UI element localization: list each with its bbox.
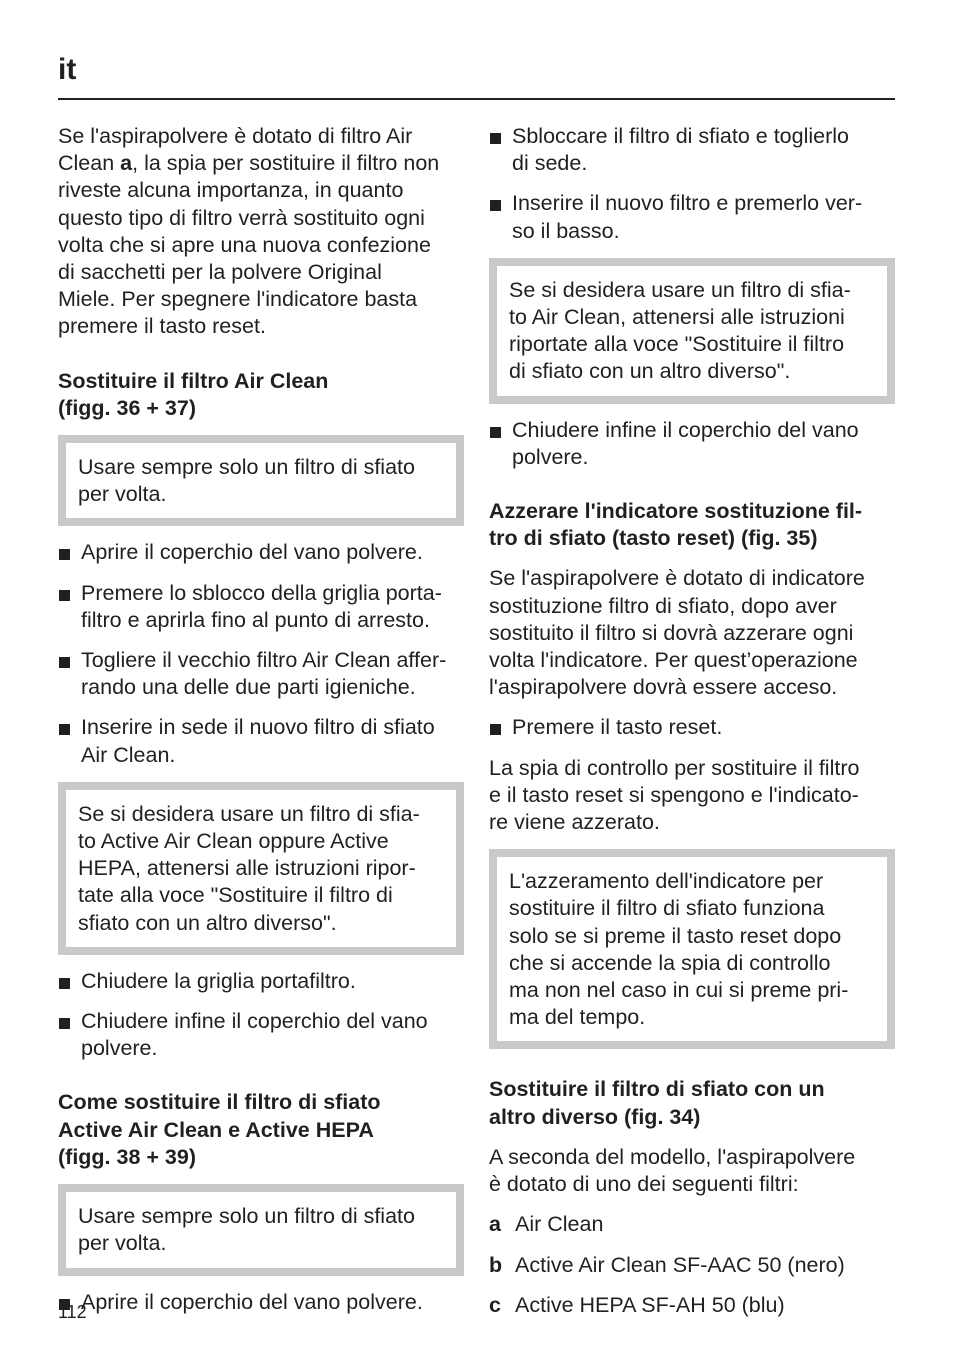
- figure-label: a: [120, 151, 133, 176]
- heading-line: (figg. 38 + 39): [58, 1144, 196, 1169]
- text-line: volta l'indicatore. Per quest’operazione: [489, 648, 858, 673]
- bullet-square-icon: [490, 133, 501, 144]
- text-line: re viene azzerato.: [489, 810, 660, 835]
- section-heading-active-filters: [58, 1089, 464, 1171]
- note-line: per volta.: [78, 482, 167, 507]
- language-marker: it: [58, 53, 77, 86]
- list-item: [489, 190, 895, 244]
- text-line: di sede.: [512, 151, 588, 176]
- option-label: a: [489, 1212, 501, 1237]
- bullet-square-icon: [59, 549, 70, 560]
- note-box: [489, 258, 895, 404]
- option-label: b: [489, 1252, 503, 1277]
- note-line: Se si desidera usare un filtro di sfia-: [78, 801, 420, 826]
- option-label: c: [489, 1292, 501, 1317]
- text-line: premere il tasto reset.: [58, 314, 266, 339]
- right-column: [489, 123, 895, 1332]
- note-line: Usare sempre solo un filtro di sfiato: [78, 455, 415, 480]
- note-line: ma del tempo.: [509, 1005, 646, 1030]
- list-item: [58, 714, 464, 768]
- section-heading-other-filter: [489, 1076, 895, 1130]
- note-line: Usare sempre solo un filtro di sfiato: [78, 1204, 415, 1229]
- text-line: so il basso.: [512, 218, 620, 243]
- filters-intro-paragraph: [489, 1144, 895, 1198]
- list-item: [489, 714, 895, 741]
- text-line: e il tasto reset si spengono e l'indicato-: [489, 782, 859, 807]
- filter-option-a: [489, 1211, 895, 1238]
- text-line: Premere il tasto reset.: [512, 715, 723, 740]
- note-line: riportate alla voce "Sostituire il filtro: [509, 332, 845, 357]
- bullet-square-icon: [490, 427, 501, 438]
- heading-line: Come sostituire il filtro di sfiato: [58, 1090, 381, 1115]
- text-line: di sacchetti per la polvere Original: [58, 260, 382, 285]
- text-line: Chiudere infine il coperchio del vano: [81, 1009, 428, 1034]
- bullet-square-icon: [59, 590, 70, 601]
- text-line: Se l'aspirapolvere è dotato di filtro Air: [58, 124, 413, 148]
- heading-line: Sostituire il filtro Air Clean: [58, 368, 329, 393]
- bullet-square-icon: [59, 657, 70, 668]
- bullet-square-icon: [59, 724, 70, 735]
- text-line: polvere.: [81, 1036, 158, 1061]
- text-line: Aprire il coperchio del vano polvere.: [81, 540, 423, 565]
- note-box: [489, 849, 895, 1049]
- text-line: filtro e aprirla fino al punto di arresto.: [81, 607, 430, 632]
- text-line: La spia di controllo per sostituire il filtro: [489, 755, 860, 780]
- text-line: riveste alcuna importanza, in quanto: [58, 178, 404, 203]
- text-line: Aprire il coperchio del vano polvere.: [81, 1289, 423, 1314]
- page-number: 112: [58, 1302, 87, 1322]
- text-line: Togliere il vecchio filtro Air Clean affer-: [81, 648, 447, 673]
- note-box: [58, 782, 464, 955]
- note-line: HEPA, attenersi alle istruzioni ripor-: [78, 856, 416, 881]
- text-line: sostituzione filtro di sfiato, dopo aver: [489, 593, 837, 618]
- bullet-square-icon: [490, 200, 501, 211]
- list-item: [58, 1008, 464, 1062]
- text-line: l'aspirapolvere dovrà essere acceso.: [489, 675, 838, 700]
- text-line: Se l'aspirapolvere è dotato di indicatore: [489, 566, 865, 591]
- reset-paragraph: [489, 565, 895, 701]
- text-line: Sbloccare il filtro di sfiato e toglierlo: [512, 124, 849, 148]
- bullet-square-icon: [490, 724, 501, 735]
- note-line: solo se si preme il tasto reset dopo: [509, 923, 842, 948]
- note-box: [58, 435, 464, 526]
- bullet-square-icon: [59, 1018, 70, 1029]
- heading-line: tro di sfiato (tasto reset) (fig. 35): [489, 526, 818, 551]
- note-line: to Active Air Clean oppure Active: [78, 829, 389, 854]
- note-line: ma non nel caso in cui si preme pri-: [509, 978, 849, 1003]
- list-item: [58, 1289, 464, 1316]
- text-line: volta che si apre una nuova confezione: [58, 232, 431, 257]
- note-box: [58, 1184, 464, 1275]
- note-line: di sfiato con un altro diverso".: [509, 359, 791, 384]
- text-line: Air Clean.: [81, 742, 176, 767]
- filter-option-c: [489, 1292, 895, 1319]
- note-line: to Air Clean, attenersi alle istruzioni: [509, 305, 845, 330]
- list-item: [58, 968, 464, 995]
- text-line: , la spia per sostituire il filtro non: [132, 151, 440, 176]
- heading-line: altro diverso (fig. 34): [489, 1104, 701, 1129]
- header-rule: [58, 98, 895, 100]
- result-paragraph: [489, 755, 895, 837]
- text-line: Chiudere infine il coperchio del vano: [512, 417, 859, 442]
- note-line: che si accende la spia di controllo: [509, 950, 831, 975]
- note-line: Se si desidera usare un filtro di sfia-: [509, 277, 851, 302]
- text-line: questo tipo di filtro verrà sostituito ogni: [58, 205, 425, 230]
- left-column: [58, 123, 464, 1329]
- option-text: Active Air Clean SF-AAC 50 (nero): [515, 1252, 845, 1277]
- section-heading-air-clean: [58, 368, 464, 422]
- text-line: Miele. Per spegnere l'indicatore basta: [58, 287, 418, 312]
- heading-line: Sostituire il filtro di sfiato con un: [489, 1077, 825, 1102]
- text-line: sostituito il filtro si dovrà azzerare ogni: [489, 620, 854, 645]
- text-line: polvere.: [512, 444, 589, 469]
- bullet-square-icon: [59, 978, 70, 989]
- list-item: [489, 123, 895, 177]
- option-text: Active HEPA SF-AH 50 (blu): [515, 1292, 785, 1317]
- list-item: [58, 539, 464, 566]
- text-line: Premere lo sblocco della griglia porta-: [81, 580, 442, 605]
- option-text: Air Clean: [515, 1212, 604, 1237]
- list-item: [58, 647, 464, 701]
- text-line: è dotato di uno dei seguenti filtri:: [489, 1172, 799, 1197]
- text-line: Chiudere la griglia portafiltro.: [81, 968, 356, 993]
- note-line: tate alla voce "Sostituire il filtro di: [78, 883, 393, 908]
- filter-option-b: [489, 1252, 895, 1279]
- text-line: rando una delle due parti igieniche.: [81, 675, 416, 700]
- text-line: Inserire il nuovo filtro e premerlo ver-: [512, 191, 863, 216]
- text-line: Inserire in sede il nuovo filtro di sfiato: [81, 715, 435, 740]
- note-line: sostituire il filtro di sfiato funziona: [509, 896, 825, 921]
- text-line: A seconda del modello, l'aspirapolvere: [489, 1144, 856, 1169]
- note-line: L'azzeramento dell'indicatore per: [509, 869, 824, 894]
- list-item: [58, 580, 464, 634]
- list-item: [489, 417, 895, 471]
- section-heading-reset: [489, 498, 895, 552]
- heading-line: (figg. 36 + 37): [58, 395, 196, 420]
- heading-line: Active Air Clean e Active HEPA: [58, 1117, 374, 1142]
- heading-line: Azzerare l'indicatore sostituzione fil-: [489, 499, 863, 524]
- text-line: Clean: [58, 151, 121, 176]
- note-line: per volta.: [78, 1231, 167, 1256]
- intro-paragraph: [58, 123, 464, 341]
- note-line: sfiato con un altro diverso".: [78, 910, 337, 935]
